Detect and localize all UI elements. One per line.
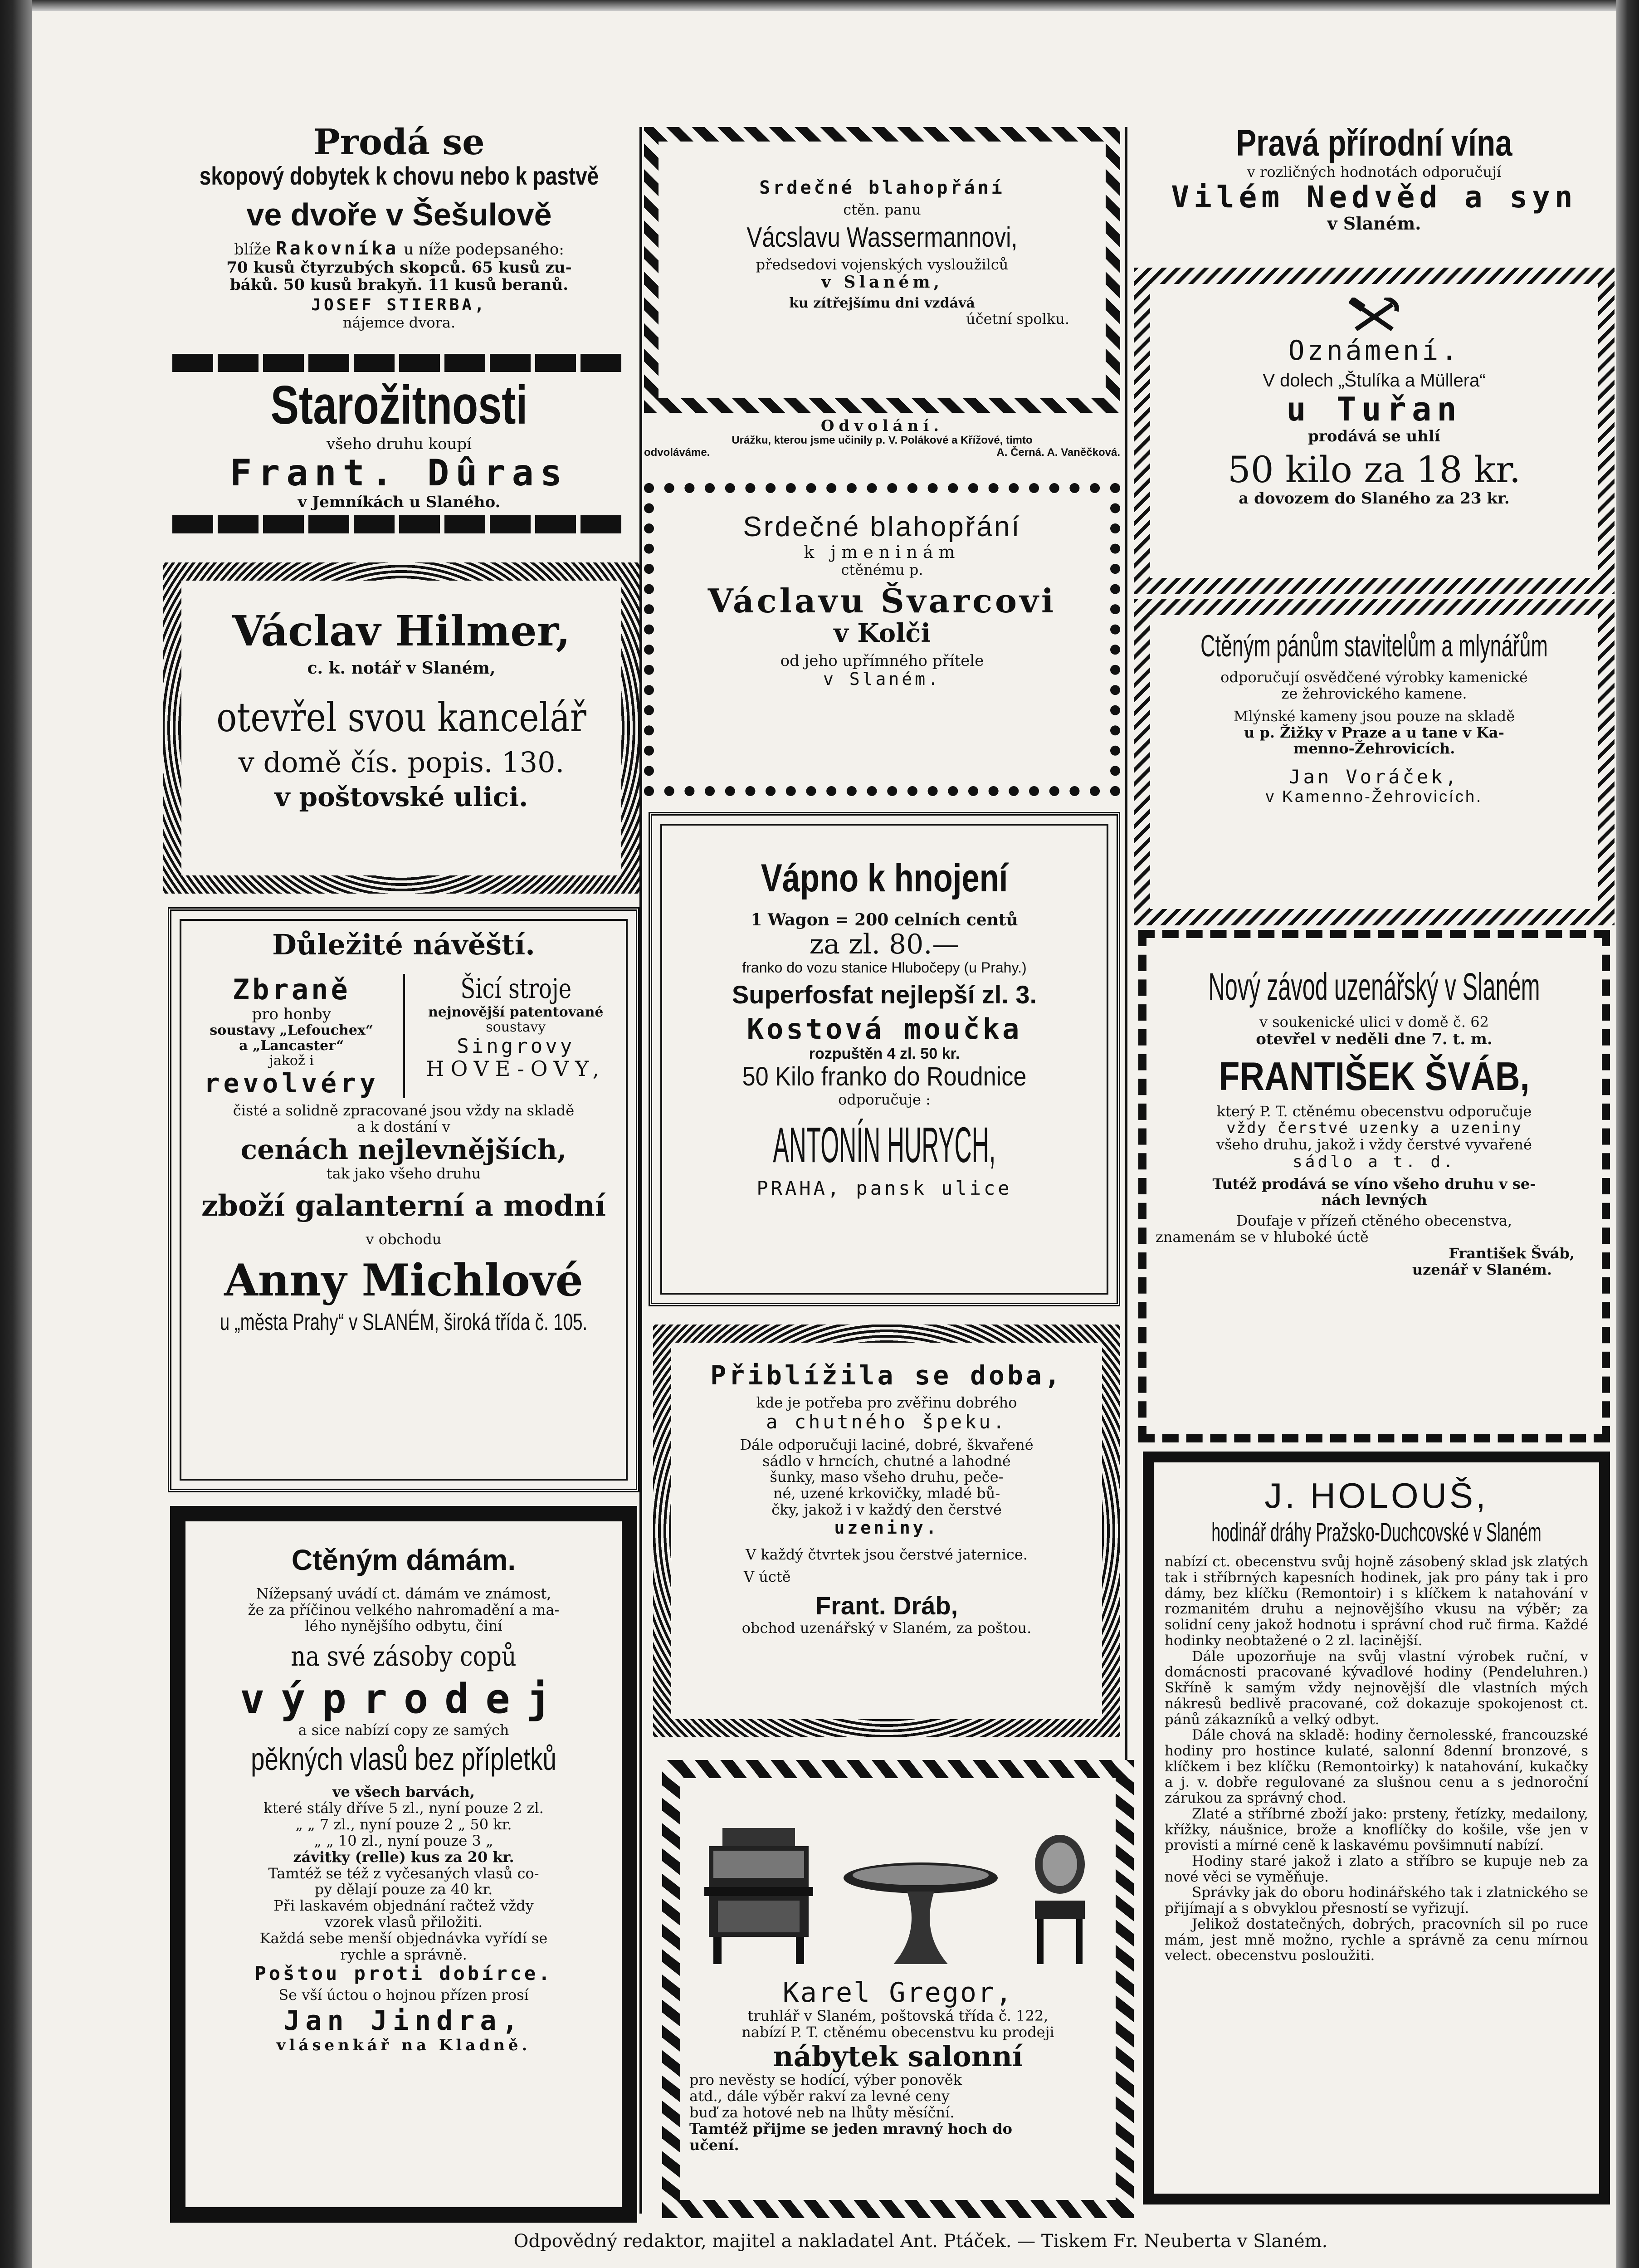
- ad-line-large: 50 kilo za 18 kr.: [1227, 448, 1521, 491]
- ad-line: závitky (relle) kus za 20 kr.: [293, 1848, 514, 1866]
- scan-edge-left: [0, 0, 32, 2268]
- ad-antiques: [163, 354, 635, 549]
- ad-line: v Slaném,: [821, 272, 943, 292]
- ad-line: ze žehrovického kamene.: [1281, 684, 1467, 702]
- ad-signature: Jan Jindra,: [283, 2005, 524, 2037]
- ad-line: které stály dříve 5 zl., nyní pouze 2 zl.: [263, 1799, 544, 1817]
- ad-two-columns: [180, 974, 627, 1098]
- ad-name: FRANTIŠEK ŠVÁB,: [1219, 1053, 1530, 1099]
- ad-line: odporučují osvědčené výrobky kamenické: [1220, 669, 1528, 686]
- ad-line: prodává se uhlí: [1308, 427, 1440, 445]
- ad-headline: Václav Hilmer,: [232, 606, 571, 655]
- ad-line: čky, jakož i v každý den čerstvé: [771, 1501, 1002, 1519]
- ad-line: nejnovější patentované: [428, 1004, 604, 1020]
- ad-text: u níže podepsaného:: [404, 240, 564, 259]
- ad-line: sádlo a t. d.: [1293, 1153, 1456, 1172]
- ad-line: né, uzené krkovičky, mladé bů-: [773, 1485, 1000, 1502]
- ad-line: „ „ 7 zl., nyní pouze 2 „ 50 kr.: [295, 1816, 512, 1833]
- ad-line: v obchodu: [366, 1231, 442, 1248]
- ad-line: a „Lancaster“: [239, 1037, 344, 1054]
- ad-headline: Přiblížila se doba,: [710, 1360, 1063, 1391]
- ad-paragraph: Zlaté a stříbrné zboží jako: prsteny, řetízky, medailony, křížky, náušnice, brože a knoflíčky do košile, vše jen v provisti a mírné ceně k laskavému povšimnutí nabízí.: [1165, 1805, 1588, 1854]
- ad-line: všeho druhu koupí: [326, 435, 472, 454]
- ad-line: v Kolči: [834, 618, 931, 649]
- ad-text-ornate: Rakovníka: [276, 238, 399, 259]
- ad-line: V každý čtvrtek jsou čerstvé jaternice.: [746, 1545, 1028, 1563]
- ad-line: za zl. 80.—: [809, 928, 960, 960]
- hammer-pick-icon: [1349, 298, 1399, 334]
- ad-line: vždy čerstvé uzenky a uzeniny: [1226, 1119, 1522, 1138]
- ad-line: všeho druhu, jakož i vždy čerstvé vyvařené: [1216, 1136, 1532, 1154]
- ad-line: u p. Žižky v Praze a u tane v Ka-: [1244, 723, 1504, 741]
- ad-line: HOVE-OVY,: [426, 1056, 605, 1081]
- ad-headline: Srdečné blahopřání: [759, 177, 1005, 198]
- ad-line: ctěn. panu: [843, 200, 921, 218]
- ad-headline: Oznámení.: [1288, 335, 1460, 367]
- ad-line: Urážku, kterou jsme učinily p. V. Polákové a Křížové, timto: [732, 434, 1033, 447]
- ad-subheadline: hodinář dráhy Pražsko-Duchcovské v Slaném: [1211, 1518, 1541, 1548]
- ad-text: A. Černá. A. Vaněčková.: [996, 446, 1120, 459]
- ad-paragraph: nabízí ct. obecenstvu svůj hojně zásobený sklad jsk zlatých tak i stříbrných kapesních hodinek, jak pro pány tak i pro dámy, bez klíčku (Remontoir) i s klíčkem k natahování v rozmanitém druhu a nejnovějšího vkusu na výběr; za solidní ceny jakož hodnotu i správní chod ruč firma. Každé hodinky neobtažené o 2 zl. lacinější.: [1165, 1554, 1588, 1649]
- ad-line: sádlo v hrncích, chutné a lahodné: [762, 1452, 1011, 1470]
- column-divider-left: [639, 127, 642, 2214]
- ad-subheadline: skopový dobytek k chovu nebo k pastvě: [199, 161, 599, 191]
- furniture-illustration: [689, 1819, 1107, 1969]
- ad-coal: [1134, 268, 1615, 594]
- ad-line: rozpuštěn 4 zl. 50 kr.: [809, 1045, 960, 1062]
- ad-line: ctěnému p.: [841, 561, 923, 578]
- ad-retraction: [644, 417, 1120, 479]
- ad-signature: Frant. Dráb,: [815, 1591, 958, 1620]
- ad-name: Václavu Švarcovi: [707, 581, 1057, 620]
- ad-sheep-sale: [163, 122, 635, 349]
- ad-headline: Ctěným pánům stavitelům a mlynářům: [1200, 629, 1548, 663]
- ad-line: v Slaném.: [1327, 213, 1421, 234]
- ad-line: v Kamenno-Žehrovicích.: [1265, 787, 1483, 806]
- ad-line: vlásenkář na Kladně.: [276, 2036, 531, 2054]
- ad-signature: JOSEF STIERBA,: [311, 296, 487, 315]
- ornament-bar: [172, 354, 626, 372]
- ad-line: [163, 239, 635, 259]
- ad-text: odvoláváme.: [644, 446, 710, 459]
- ad-line: a dovozem do Slaného za 23 kr.: [1239, 489, 1510, 508]
- ad-line: soustavy „Lefouchex“: [210, 1022, 374, 1038]
- ad-line: čisté a solidně zpracované jsou vždy na skladě: [233, 1101, 575, 1119]
- ad-paragraph: Dále upozorňuje na svůj vlastní výrobek ruční, v domácnosti pracované kývadlové hodiny (Pendeluhren.) Skříně k samým vždy nejnovější dle vlastních mých nákresů bedlivě pracované, což dokazuje spokojenost ct. pánů zákazníků a velký odbyt.: [1165, 1648, 1588, 1728]
- ad-line: učení.: [689, 2136, 739, 2154]
- ad-name: Karel Gregor,: [782, 1977, 1014, 2009]
- ad-line: pro honby: [252, 1005, 332, 1023]
- ad-line: kde je potřeba pro zvěřinu dobrého: [756, 1393, 1017, 1411]
- ad-headline: Pravá přírodní vína: [1236, 122, 1512, 164]
- ad-line: V dolech „Štulíka a Müllera“: [1263, 371, 1486, 391]
- ad-watchmaker: [1143, 1452, 1610, 2204]
- ad-line: u Tuřan: [1286, 390, 1462, 428]
- ad-carpenter-gregor: [662, 1760, 1134, 2218]
- ad-headline: Vápno k hnojení: [761, 856, 1008, 900]
- ad-line: lého nynějšího odbytu, činí: [305, 1617, 502, 1635]
- ad-notary: [163, 562, 639, 894]
- ad-headline: Důležité návěští.: [272, 928, 535, 961]
- ad-line: v Slaném.: [823, 669, 941, 689]
- ad-column-title: Zbraně: [232, 973, 351, 1007]
- ad-paragraph: Dále chová na skladě: hodiny černolesské, francouzské hodiny pro hostince kulaté, salonní 8denní bronzové, s klíčkem i bez klíčku (Remontoirky) k natahování, kukačky a j. v. dobře regulované za slušnou cenu a s jednoroční zárukou za správný chod.: [1165, 1727, 1588, 1807]
- ad-line: ve všech barvách,: [332, 1783, 475, 1801]
- ad-line: uzeniny.: [834, 1517, 939, 1538]
- ad-line: Superfosfat nejlepší zl. 3.: [732, 980, 1037, 1009]
- ad-stonemason: [1134, 599, 1615, 925]
- ad-line: Kostová moučka: [746, 1012, 1022, 1046]
- ad-line: „ „ 10 zl., nyní pouze 3 „: [314, 1832, 493, 1849]
- ad-column-weapons: [180, 974, 405, 1098]
- ad-line: a sice nabízí copy ze samých: [298, 1721, 509, 1739]
- ad-text: blíže: [234, 240, 271, 259]
- ad-line: účetní spolku.: [966, 310, 1069, 327]
- ad-galanterie: [168, 907, 639, 1492]
- ad-line: 50 Kilo franko do Roudnice: [742, 1061, 1027, 1091]
- ad-butcher-drab: [653, 1325, 1120, 1737]
- ad-headline: Nový závod uzenářský v Slaném: [1208, 965, 1540, 1008]
- ad-location: ve dvoře v Šešulově: [246, 197, 552, 233]
- ad-lime-fertilizer: [649, 812, 1120, 1306]
- ad-line-large: otevřel svou kancelář: [216, 694, 586, 741]
- ad-line: v poštovské ulici.: [274, 782, 528, 813]
- ad-line: Nížepsaný uvádí ct. dámám ve známost,: [256, 1584, 551, 1602]
- ad-line: Tutéž prodává se víno všeho druhu v se-: [1212, 1175, 1536, 1193]
- scan-edge-top: [0, 0, 1639, 11]
- ad-line: cenách nejlevnějších,: [240, 1134, 567, 1166]
- piano-icon: [700, 1819, 818, 1969]
- ad-line: V úctě: [744, 1568, 791, 1586]
- ad-line: Mlýnské kameny jsou pouze na skladě: [1233, 707, 1515, 725]
- ad-line: nách levných: [1321, 1191, 1427, 1209]
- ad-headline: Prodá se: [313, 122, 485, 163]
- ad-line: Každá sebe menší objednávka vyřídí se: [259, 1929, 548, 1947]
- ornament-bar: [172, 515, 626, 533]
- ad-line: a chutného špeku.: [766, 1410, 1007, 1433]
- ad-line: jakož i: [269, 1053, 314, 1069]
- ad-paragraph: Jelikož dostatečných, dobrých, pracovních sil po ruce mám, jest mně možno, rychle a správně za cenu mírnou velect. obecenstvu posloužiti.: [1165, 1916, 1588, 1964]
- ad-name: Vilém Nedvěd a syn: [1171, 179, 1577, 215]
- ad-line: od jeho upřímného přítele: [780, 652, 984, 670]
- ad-headline: Ctěným dámám.: [291, 1544, 516, 1576]
- ad-signature: Jan Voráček,: [1289, 766, 1459, 788]
- ad-line: Poštou proti dobírce.: [254, 1962, 553, 1985]
- ad-line: uzenář v Slaném.: [1412, 1261, 1552, 1278]
- ad-line-large: výprodej: [240, 1675, 567, 1723]
- ad-line: py dělají pouze za 40 kr.: [314, 1881, 493, 1898]
- ad-signature: František Šváb,: [1449, 1244, 1575, 1262]
- ad-line: obchod uzenářský v Slaném, za poštou.: [741, 1619, 1032, 1637]
- ad-line: který P. T. ctěnému obecenstvu odporučuje: [1216, 1102, 1532, 1120]
- ad-line: Tamtéž se též z vyčesaných vlasů co-: [268, 1864, 539, 1882]
- ad-signature: ANTONÍN HURYCH,: [773, 1117, 996, 1173]
- ad-line: v soukenické ulici v domě č. 62: [1259, 1013, 1489, 1031]
- ad-line: Se vší úctou o hojnou přízen prosí: [278, 1986, 529, 2004]
- ad-line: nájemce dvora.: [342, 313, 456, 331]
- chair-icon: [1024, 1833, 1096, 1969]
- ad-wigmaker: [170, 1506, 637, 2223]
- ad-paragraph: Správky jak do oboru hodinářského tak i zlatnického se přijímají a s obvyklou přesností se vyřizují.: [1165, 1884, 1588, 1917]
- ad-line: předsedovi vojenských vysloužilců: [756, 256, 1009, 274]
- ad-line: atd., dále výběr rakví za levné ceny: [689, 2087, 950, 2105]
- ad-line: a k dostání v: [356, 1118, 450, 1135]
- ad-headline: Srdečné blahopřání: [743, 511, 1021, 543]
- ad-column-sewing: [405, 974, 627, 1098]
- ad-line: pěkných vlasů bez přípletků: [251, 1741, 556, 1777]
- imprint-footer: Odpovědný redaktor, majitel a nakladatel Ant. Ptáček. — Tiskem Fr. Neuberta v Slaném.: [513, 2231, 1328, 2252]
- ad-line: báků. 50 kusů brakyň. 11 kusů beranů.: [229, 276, 569, 294]
- ad-line: 1 Wagon = 200 celních centů: [751, 910, 1018, 930]
- ad-line: PRAHA, pansk ulice: [756, 1177, 1012, 1199]
- ad-line: v Jemníkách u Slaného.: [298, 493, 501, 512]
- ad-line: menno-Žehrovicích.: [1293, 740, 1455, 758]
- ad-line: vzorek vlasů přiložiti.: [324, 1913, 483, 1931]
- ad-line: zboží galanterní a modní: [201, 1189, 606, 1223]
- ad-butcher-svab: [1138, 930, 1610, 1442]
- ad-paragraph: Hodiny staré jakož i zlato a stříbro se kupuje neb za nové věci se vyměňuje.: [1165, 1853, 1588, 1885]
- ad-headline: Odvolání.: [820, 417, 944, 435]
- ad-name: Frant. Dûras: [230, 452, 568, 494]
- ad-address: u „města Prahy“ v SLANÉM, široká třída č. 105.: [220, 1309, 588, 1336]
- ad-line: ku zítřejšímu dni vzdává: [789, 295, 975, 312]
- ad-line: truhlář v Slaném, poštovská třída č. 122,: [747, 2007, 1049, 2025]
- ad-line: c. k. notář v Slaném,: [307, 659, 496, 678]
- ad-line: k jmeninám: [804, 542, 961, 562]
- ad-line: v domě čís. popis. 130.: [238, 745, 565, 779]
- ad-line: nabízí P. T. ctěnému obecenstvu ku prodeji: [741, 2024, 1054, 2041]
- ad-headline: J. HOLOUŠ,: [1264, 1476, 1488, 1515]
- ad-line: tak jako všeho druhu: [326, 1164, 481, 1182]
- ad-name: Vácslavu Wassermannovi,: [746, 221, 1018, 253]
- ad-line: Dále odporučuji laciné, dobré, škvařené: [740, 1436, 1034, 1453]
- ad-congrats-wassermann: [644, 127, 1120, 413]
- ad-congrats-svarc: [644, 483, 1120, 796]
- ad-line: odporučuje :: [838, 1090, 931, 1108]
- ad-line: nábytek salonní: [773, 2039, 1023, 2073]
- ad-line: v rozličných hodnotách odporučují: [1247, 163, 1502, 181]
- ad-line: Singrovy: [457, 1034, 575, 1058]
- ad-line: [644, 447, 1120, 459]
- ad-line: pro nevěsty se hodící, výber ponověk: [689, 2071, 962, 2089]
- ad-line: rychle a správně.: [340, 1945, 467, 1963]
- ad-line: franko do vozu stanice Hlubočepy (u Prahy.): [742, 959, 1027, 976]
- ad-line: že za příčinou velkého nahromadění a ma-: [248, 1601, 560, 1618]
- ad-wine: [1129, 122, 1619, 263]
- ad-line: na své zásoby copů: [291, 1641, 517, 1673]
- ad-line: Tamtéž přijme se jeden mravný hoch do: [689, 2120, 1012, 2137]
- ad-column-title: Šicí stroje: [460, 973, 571, 1005]
- ad-line: šunky, maso všeho druhu, peče-: [770, 1468, 1004, 1486]
- ad-shop-name: Anny Michlové: [224, 1254, 583, 1306]
- table-icon: [839, 1860, 1002, 1969]
- ad-line: Doufaje v přízeň ctěného obecenstva,: [1236, 1212, 1512, 1230]
- ad-headline: Starožitnosti: [270, 375, 528, 435]
- ad-line: buď za hotové neb na lhůty měsíční.: [689, 2103, 955, 2121]
- ad-line: znamenám se v hluboké úctě: [1156, 1228, 1369, 1246]
- ad-line: 70 kusů čtyrzubých skopců. 65 kusů zu-: [226, 259, 572, 277]
- ad-line: revolvéry: [204, 1067, 379, 1099]
- ad-line: soustavy: [486, 1019, 546, 1036]
- ad-line: otevřel v neděli dne 7. t. m.: [1256, 1030, 1493, 1048]
- scan-edge-right: [1616, 0, 1639, 2268]
- ad-line: Při laskavém objednání račtež vždy: [273, 1897, 534, 1915]
